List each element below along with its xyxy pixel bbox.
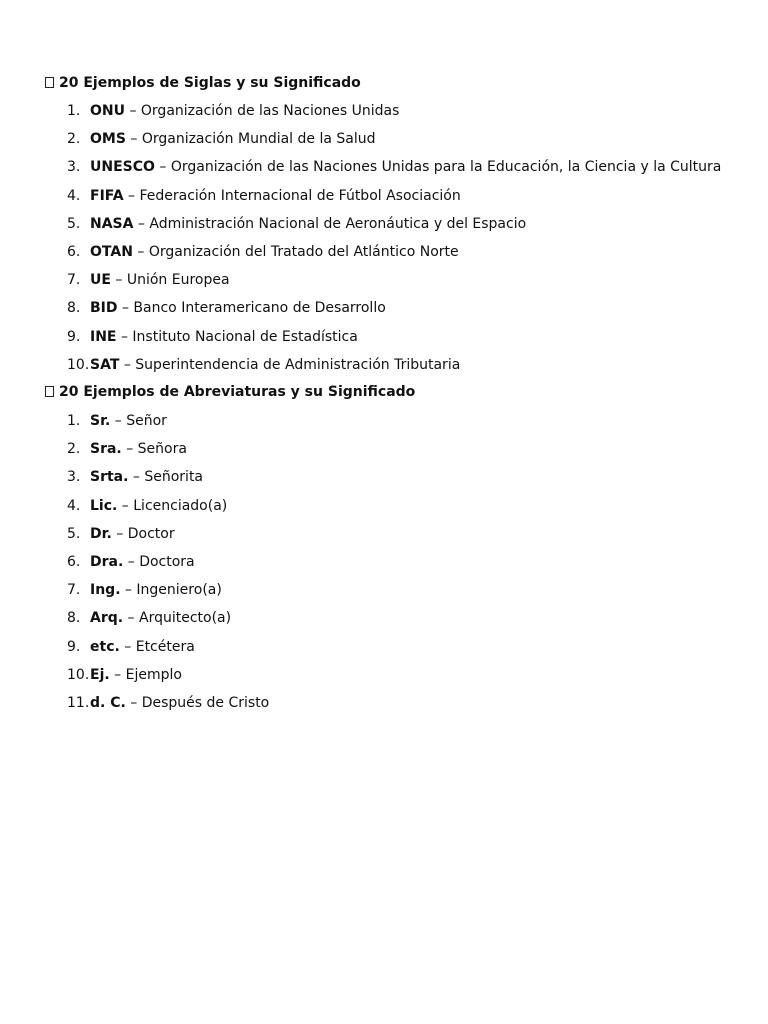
- list-item-term: UE: [90, 272, 111, 289]
- list-item-number: 4.: [67, 187, 81, 204]
- list-item-number: 7.: [67, 272, 81, 289]
- list-item-entry: Arq. – Arquitecto(a): [90, 610, 232, 627]
- list-item-entry: Sr. – Señor: [90, 413, 167, 429]
- list-item-term: NASA: [90, 215, 134, 232]
- list-item-term: Ing.: [90, 582, 121, 599]
- list-item-term: Arq.: [90, 610, 124, 627]
- list-item-entry: Srta. – Señorita: [90, 469, 204, 486]
- list-item-meaning: Organización Mundial de la Salud: [141, 131, 376, 148]
- list-item-meaning: Doctora: [139, 553, 195, 570]
- list-item-number: 10.: [67, 356, 90, 373]
- list-item-number: 10.: [67, 666, 90, 683]
- list-item-entry: Ing. – Ingeniero(a): [90, 582, 222, 599]
- list-item-number: 3.: [67, 159, 81, 176]
- section-heading-siglas: [45, 74, 361, 92]
- list-item-term: Lic.: [90, 497, 118, 514]
- list-item-term: BID: [90, 300, 118, 317]
- list-item-term: d. C.: [90, 694, 126, 711]
- missing-glyph-icon: [45, 77, 54, 88]
- list-item-entry: Dr. – Doctor: [90, 525, 175, 542]
- list-item-number: 5.: [67, 215, 81, 232]
- list-item-number: 8.: [67, 300, 81, 317]
- list-item-meaning: Unión Europea: [126, 272, 230, 289]
- list-item-entry: Ej. – Ejemplo: [90, 666, 182, 683]
- list-item-entry: UE – Unión Europea: [90, 272, 230, 289]
- list-item-number: 1.: [67, 103, 81, 119]
- list-item-entry: d. C. – Después de Cristo: [90, 694, 270, 711]
- list-item-entry: Lic. – Licenciado(a): [90, 497, 228, 514]
- list-item-meaning: Organización de las Naciones Unidas para la Educación, la Ciencia y la Cultura: [170, 159, 722, 176]
- list-item-number: 3.: [67, 469, 81, 486]
- list-item-meaning: Señorita: [144, 469, 204, 486]
- list-item-term: UNESCO: [90, 159, 155, 176]
- list-item-meaning: Señor: [126, 413, 167, 429]
- list-item-meaning: Superintendencia de Administración Tributaria: [135, 356, 461, 373]
- list-item-number: 6.: [67, 553, 81, 570]
- list-item-term: FIFA: [90, 187, 124, 204]
- list-item-term: etc.: [90, 638, 120, 655]
- list-item-entry: Dra. – Doctora: [90, 553, 195, 570]
- list-item-entry: ONU – Organización de las Naciones Unidas: [90, 103, 400, 119]
- list-item-term: OTAN: [90, 243, 133, 260]
- list-item-entry: SAT – Superintendencia de Administración Tributaria: [90, 356, 461, 373]
- list-item-entry: BID – Banco Interamericano de Desarrollo: [90, 300, 386, 317]
- list-item-term: Srta.: [90, 469, 129, 486]
- list-item-entry: INE – Instituto Nacional de Estadística: [90, 328, 358, 345]
- list-item-entry: FIFA – Federación Internacional de Fútbol Asociación: [90, 187, 461, 204]
- list-item-term: Sr.: [90, 413, 111, 429]
- list-item-meaning: Banco Interamericano de Desarrollo: [133, 300, 386, 317]
- list-item-number: 5.: [67, 525, 81, 542]
- list-item-entry: OTAN – Organización del Tratado del Atlántico Norte: [90, 243, 459, 260]
- list-item-entry: NASA – Administración Nacional de Aeronáutica y del Espacio: [90, 215, 527, 232]
- list-item-meaning: Instituto Nacional de Estadística: [132, 328, 358, 345]
- list-item-meaning: Licenciado(a): [133, 497, 228, 514]
- section-heading-abreviaturas: [45, 383, 415, 401]
- list-item-term: Dr.: [90, 525, 112, 542]
- list-item-term: INE: [90, 328, 117, 345]
- list-item-number: 2.: [67, 441, 81, 458]
- list-item-number: 9.: [67, 638, 81, 655]
- list-item-meaning: Señora: [137, 441, 187, 458]
- list-item-meaning: Ingeniero(a): [136, 582, 222, 599]
- list-item-meaning: Después de Cristo: [141, 694, 270, 711]
- list-item-meaning: Administración Nacional de Aeronáutica y del Espacio: [149, 215, 527, 232]
- list-item-term: Sra.: [90, 441, 122, 458]
- list-item-entry: OMS – Organización Mundial de la Salud: [90, 131, 376, 148]
- list-item-term: SAT: [90, 356, 120, 373]
- list-item-term: OMS: [90, 131, 126, 148]
- list-item-number: 11.: [67, 694, 90, 711]
- list-item-meaning: Arquitecto(a): [139, 610, 232, 627]
- list-item-meaning: Organización de las Naciones Unidas: [140, 103, 400, 119]
- section-heading-text: 20 Ejemplos de Siglas y su Significado: [59, 75, 361, 91]
- list-item-number: 4.: [67, 497, 81, 514]
- list-item-number: 6.: [67, 243, 81, 260]
- list-item-entry: etc. – Etcétera: [90, 638, 195, 655]
- list-item-meaning: Doctor: [127, 525, 175, 542]
- list-item-meaning: Etcétera: [135, 638, 195, 655]
- list-item-meaning: Federación Internacional de Fútbol Asociación: [139, 187, 461, 204]
- section-heading-text: 20 Ejemplos de Abreviaturas y su Significado: [59, 384, 416, 400]
- list-item-number: 7.: [67, 582, 81, 599]
- list-item-number: 2.: [67, 131, 81, 148]
- list-item-term: Ej.: [90, 666, 110, 683]
- list-item-meaning: Organización del Tratado del Atlántico Norte: [148, 243, 459, 260]
- list-item-term: Dra.: [90, 553, 124, 570]
- list-item-number: 8.: [67, 610, 81, 627]
- list-item-term: ONU: [90, 103, 125, 119]
- missing-glyph-icon: [45, 386, 54, 397]
- list-item-number: 9.: [67, 328, 81, 345]
- list-item-meaning: Ejemplo: [125, 666, 182, 683]
- list-item-entry: Sra. – Señora: [90, 441, 187, 458]
- list-item-entry: UNESCO – Organización de las Naciones Unidas para la Educación, la Ciencia y la Cultura: [90, 159, 722, 176]
- list-item-number: 1.: [67, 413, 81, 429]
